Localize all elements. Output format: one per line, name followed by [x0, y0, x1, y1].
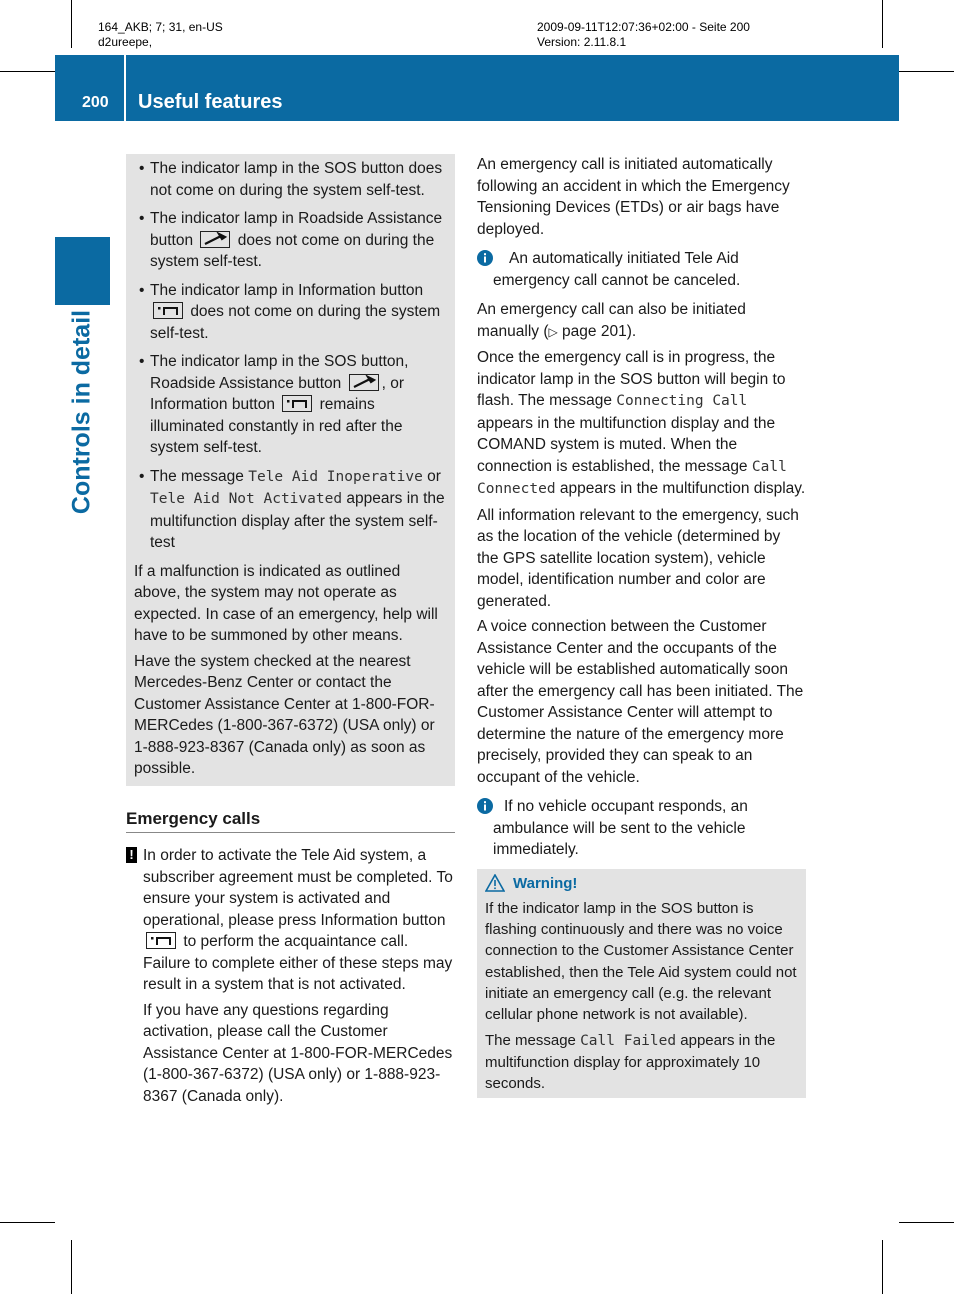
header-divider [124, 55, 126, 121]
warning-text: The message [485, 1031, 576, 1049]
info-note [477, 248, 806, 291]
warning-title-text: Warning! [513, 874, 578, 892]
list-item [134, 208, 448, 273]
list-item-text: does not come on during the system self-test. [150, 231, 435, 270]
list-item-text: The indicator lamp in Roadside Assistance button [150, 210, 443, 249]
warning-paragraph: If the indicator lamp in the SOS button is flashing continuously and there was no voice connection to the Customer Assistance Center established, then the Tele Aid system could not initiate an emergency call (e.g. the relevant cellular phone network is not available). [485, 899, 797, 1024]
info-circle-icon [477, 798, 493, 814]
list-item-text: appears in the multifunction display after the system self-test [150, 490, 445, 551]
paragraph-text: appears in the multifunction display. [559, 480, 806, 497]
notice-text: In order to activate the Tele Aid system, a subscriber agreement must be completed. To ensure your system is activated and operational, please press Information button [143, 847, 453, 929]
wrench-icon [349, 374, 379, 391]
section-title: Useful features [138, 91, 283, 113]
warning-box [477, 869, 806, 1099]
doc-timestamp: 2009-09-11T12:07:36+02:00 - Seite 200 [537, 20, 750, 34]
notice-block [126, 845, 455, 1107]
info-button-icon [153, 302, 183, 319]
paragraph: A voice connection between the Customer Assistance Center and the occupants of the vehicle will be established automatically soon after the emergency call has been initiated. The Customer Assistance Center will attempt to determine the nature of the emergency more precisely, provided they can speak to an occupant of the vehicle. [477, 618, 804, 786]
list-item [134, 158, 448, 201]
side-tab [55, 237, 110, 305]
list-item-text: remains illuminated constantly in red after the system self-test. [150, 396, 403, 456]
crop-mark [71, 0, 72, 48]
crop-mark [899, 71, 954, 72]
paragraph [477, 347, 806, 501]
display-message: Tele Aid Inoperative [248, 468, 423, 485]
list-item [134, 466, 448, 554]
crop-mark [0, 1222, 55, 1223]
list-item-text: , or Information button [150, 374, 405, 413]
malfunction-box [126, 154, 455, 786]
info-button-icon [146, 932, 176, 949]
warning-text: appears in the multifunction display for approximately 10 seconds. [485, 1031, 776, 1093]
paragraph: An emergency call is initiated automatically following an accident in which the Emergency Tensioning Devices (ETDs) or air bags have deployed. [477, 156, 790, 238]
right-column [477, 154, 806, 1098]
list-item [134, 280, 448, 345]
doc-version: Version: 2.11.8.1 [537, 35, 627, 49]
paragraph-text: An emergency call can also be initiated manually ( [477, 301, 746, 340]
paragraph: All information relevant to the emergency, such as the location of the vehicle (determined by the GPS satellite location system), vehicle model, identification number and color are generated. [477, 506, 799, 610]
list-item-text: or [427, 467, 441, 485]
print-meta-right [537, 20, 750, 50]
box-paragraph: Have the system checked at the nearest Mercedes-Benz Center or contact the Customer Assistance Center at 1-800-FOR-MERCedes (1-800-367-6372) (USA only) or 1-888-923-8367 (Canada only) as soon as possible. [134, 652, 435, 777]
info-circle-icon [477, 250, 493, 266]
side-chapter-title: Controls in detail [67, 309, 96, 515]
exclamation-icon: ! [126, 847, 137, 863]
wrench-icon [200, 231, 230, 248]
page-ref-arrow-icon: ▷ [548, 324, 558, 339]
malfunction-list [134, 158, 448, 554]
warning-triangle-icon [485, 874, 505, 892]
warning-title [485, 873, 798, 894]
page-number: 200 [82, 94, 109, 111]
left-column [126, 154, 455, 1111]
doc-id: 164_AKB; 7; 31, en-US [98, 20, 223, 34]
display-message: Call Failed [580, 1032, 677, 1049]
crop-mark [882, 1240, 883, 1294]
list-item-text: The indicator lamp in Information button [150, 281, 424, 299]
info-button-icon [282, 395, 312, 412]
doc-author: d2ureepe, [98, 35, 153, 49]
print-meta-left [98, 20, 223, 50]
paragraph-text: appears in the multifunction display and the COMAND system is muted. When the connection is established, the message [477, 414, 776, 475]
paragraph [477, 299, 806, 343]
info-text: If no vehicle occupant responds, an ambulance will be sent to the vehicle immediately. [493, 798, 748, 858]
list-item [134, 351, 448, 459]
notice-paragraph [143, 845, 455, 996]
crop-mark [899, 1222, 954, 1223]
display-message: Connecting Call [616, 393, 748, 409]
notice-text: to perform the acquaintance call. Failure to complete either of these steps may result in a system that is not activated. [143, 933, 453, 993]
display-message: Call Connected [477, 458, 787, 497]
crop-mark [71, 1240, 72, 1294]
crop-mark [0, 71, 55, 72]
box-paragraph: If a malfunction is indicated as outlined above, the system may not operate as expected. In case of an emergency, help will have to be summoned by other means. [134, 562, 438, 644]
list-item-text: The indicator lamp in the SOS button does not come on during the system self-test. [150, 160, 443, 199]
list-item-text: does not come on during the system self-test. [150, 303, 441, 342]
info-note [477, 796, 806, 861]
crop-mark [882, 0, 883, 48]
list-item-text: The indicator lamp in the SOS button, Roadside Assistance button [150, 353, 409, 392]
paragraph-text: page 201). [557, 322, 637, 340]
list-item-text: The message [150, 467, 244, 485]
paragraph-text: Once the emergency call is in progress, the indicator lamp in the SOS button will begin to flash. The message [477, 349, 786, 409]
notice-paragraph: If you have any questions regarding activation, please call the Customer Assistance Center at 1-800-FOR-MERCedes (1-800-367-6372) (USA only) or 1-888-923-8367 (Canada only). [143, 1001, 453, 1105]
emergency-calls-heading: Emergency calls [126, 808, 455, 834]
display-message: Tele Aid Not Activated [150, 491, 343, 507]
info-text: An automatically initiated Tele Aid emergency call cannot be canceled. [493, 250, 741, 289]
warning-paragraph [485, 1030, 798, 1095]
